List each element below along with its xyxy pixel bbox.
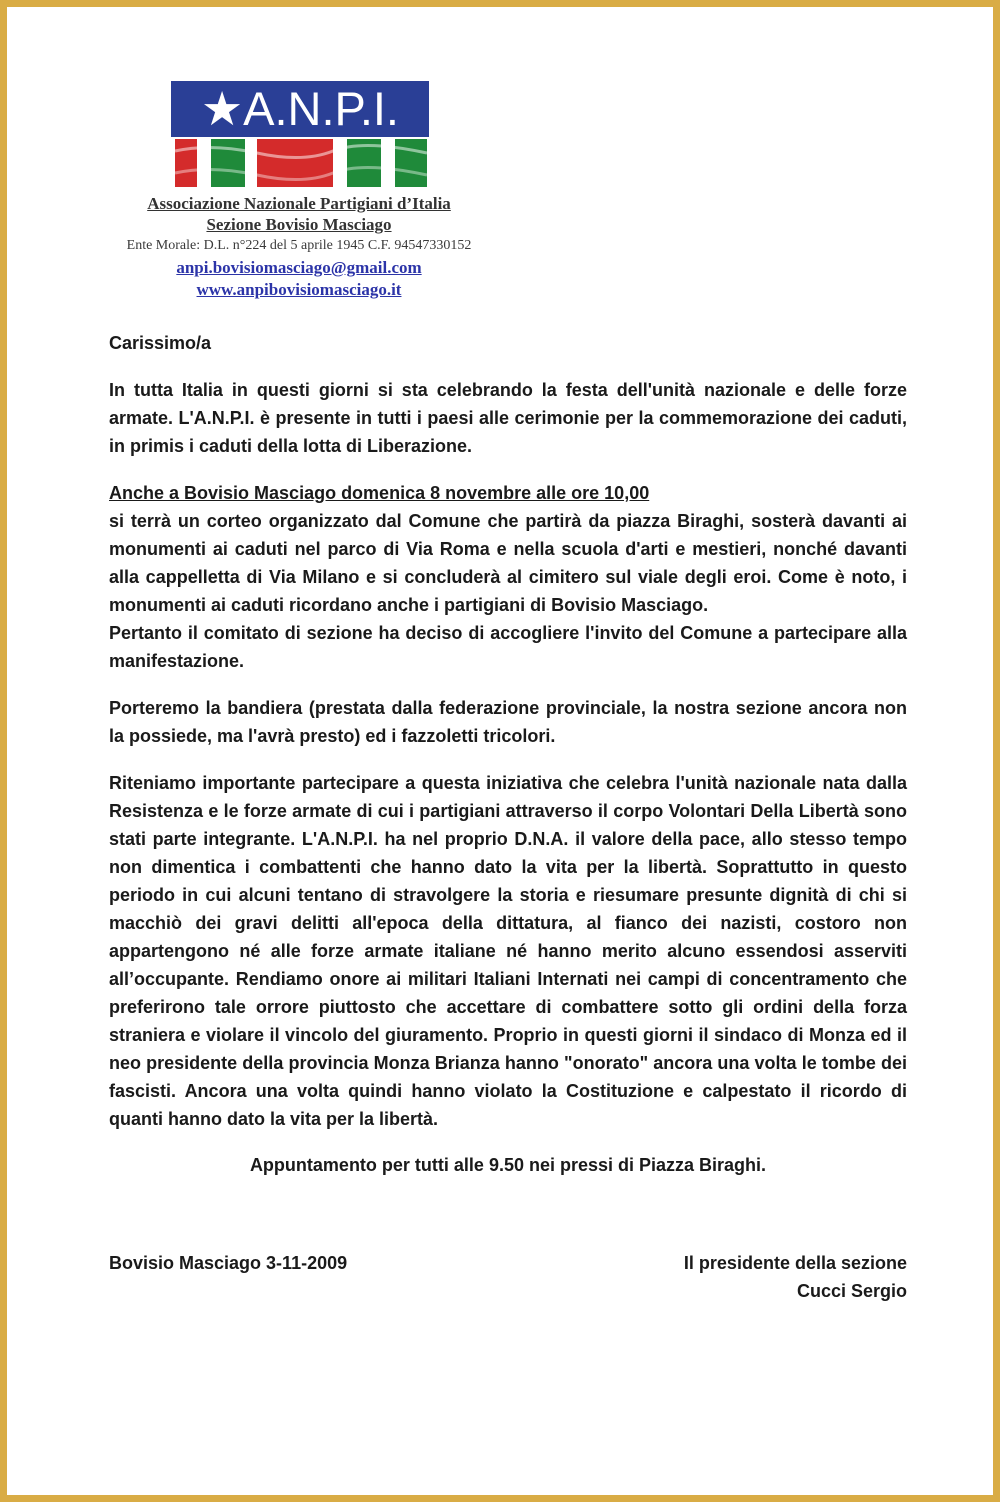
website-link[interactable]: www.anpibovisiomasciago.it xyxy=(196,280,402,299)
email-link[interactable]: anpi.bovisiomasciago@gmail.com xyxy=(176,258,422,277)
signature-block xyxy=(684,1249,907,1305)
signature-title: Il presidente della sezione xyxy=(683,1253,907,1273)
paragraph-event: si terrà un corteo organizzato dal Comune che partirà da piazza Biraghi, sosterà davanti ai monumenti ai caduti nel parco di Via Roma e nella scuola d'arti e mestieri, nonché davanti alla cappelletta di Via Milano e si concluderà al cimitero sul viale degli eroi. Come è noto, i monumenti ai caduti ricordano anche i partigiani di Bovisio Masciago. xyxy=(109,511,907,615)
place-date: Bovisio Masciago 3-11-2009 xyxy=(109,1253,348,1273)
paragraph-flag: Porteremo la bandiera (prestata dalla federazione provinciale, la nostra sezione ancora non la possiede, ma l'avrà presto) ed i fazzoletti tricolori. xyxy=(109,698,907,746)
logo-text: ★A.N.P.I. xyxy=(200,82,399,135)
section-name: Sezione Bovisio Masciago xyxy=(206,215,392,234)
signature-name: Cucci Sergio xyxy=(796,1281,907,1301)
event-subheading: Anche a Bovisio Masciago domenica 8 novembre alle ore 10,00 xyxy=(109,483,650,503)
association-name: Associazione Nazionale Partigiani d’Italia xyxy=(147,194,451,213)
anpi-logo xyxy=(171,81,429,189)
greeting: Carissimo/a xyxy=(109,333,212,353)
letter-body xyxy=(109,329,907,1179)
paragraph-intro: In tutta Italia in questi giorni si sta celebrando la festa dell'unità nazionale e delle forze armate. L'A.N.P.I. è presente in tutti i paesi alle cerimonie per la commemorazione dei caduti, in primis i caduti della lotta di Liberazione. xyxy=(109,380,907,456)
paragraph-decision: Pertanto il comitato di sezione ha deciso di accogliere l'invito del Comune a partecipare alla manifestazione. xyxy=(109,623,907,671)
appointment-line: Appuntamento per tutti alle 9.50 nei pressi di Piazza Biraghi. xyxy=(249,1155,767,1175)
paragraph-main: Riteniamo importante partecipare a questa iniziativa che celebra l'unità nazionale nata dalla Resistenza e le forze armate di cui i partigiani attraverso il corpo Volontari Della Libertà sono stati parte integrante. L'A.N.P.I. ha nel proprio D.N.A. il valore della pace, allo stesso tempo non dimentica i combattenti che hanno dato la vita per la libertà. Soprattutto in questo periodo in cui alcuni tentano di stravolgere la storia e riesumare presunte dignità di chi si macchiò dei gravi delitti all'epoca della dittatura, al fianco dei nazisti, costoro non appartengono né alle forze armate italiane né hanno merito alcuno essendosi asserviti all’occupante. Rendiamo onore ai militari Italiani Internati nei campi di concentramento che preferirono tale orrore piuttosto che accettare di combattere sotto gli ordini della forza straniera e violare il vincolo del giuramento. Proprio in questi giorni il sindaco di Monza ed il neo presidente della provincia Monza Brianza hanno "onorato" ancora una volta le tombe dei fascisti. Ancora una volta quindi hanno violato la Costituzione e calpestato il ricordo di quanti hanno dato la vita per la libertà. xyxy=(109,773,907,1129)
association-header xyxy=(107,193,491,301)
legal-info: Ente Morale: D.L. n°224 del 5 aprile 1945 C.F. 94547330152 xyxy=(126,238,472,253)
